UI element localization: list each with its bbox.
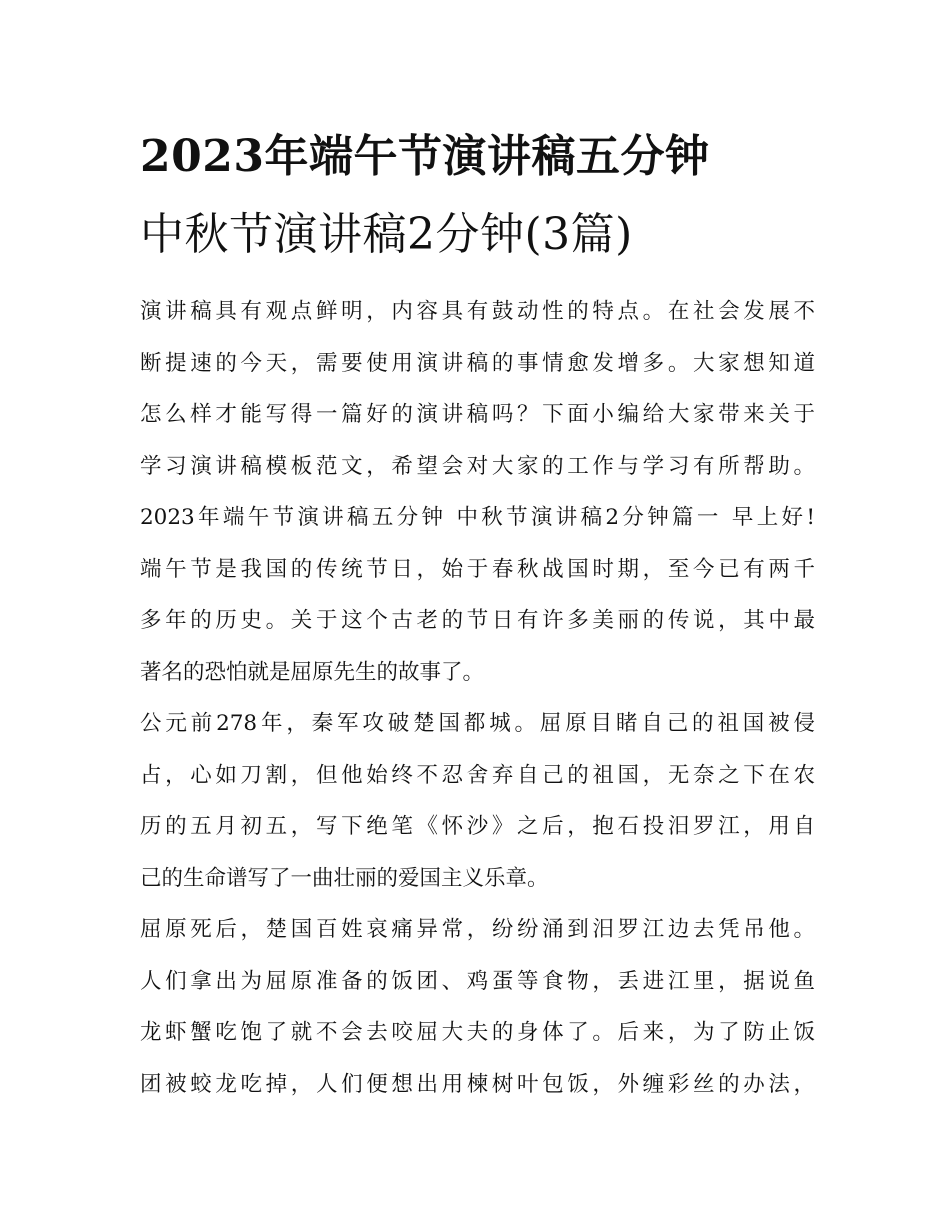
text-line: 怎么样才能写得一篇好的演讲稿吗？下面小编给大家带来关于 bbox=[140, 402, 815, 427]
document-body bbox=[140, 286, 815, 1110]
text-line: 端午节是我国的传统节日，始于春秋战国时期，至今已有两千 bbox=[140, 556, 815, 582]
text-line: 演讲稿具有观点鲜明，内容具有鼓动性的特点。在社会发展不 bbox=[140, 299, 815, 324]
text-line: 屈原死后，楚国百姓哀痛异常，纷纷涌到汨罗江边去凭吊他。 bbox=[140, 917, 815, 942]
text-line: 历的五月初五，写下绝笔《怀沙》之后，抱石投汨罗江，用自 bbox=[140, 814, 815, 839]
text-line: 断提速的今天，需要使用演讲稿的事情愈发增多。大家想知道 bbox=[140, 350, 815, 376]
document-page bbox=[140, 118, 815, 1110]
text-line: 人们拿出为屈原准备的饭团、鸡蛋等食物，丢进江里，据说鱼 bbox=[140, 968, 815, 994]
text-line: 公元前278年，秦军攻破楚国都城。屈原目睹自己的祖国被侵 bbox=[140, 711, 815, 736]
text-line: 多年的历史。关于这个古老的节日有许多美丽的传说，其中最 bbox=[140, 608, 815, 633]
text-line: 团被蛟龙吃掉，人们便想出用楝树叶包饭，外缠彩丝的办法， bbox=[140, 1071, 815, 1097]
text-line: 学习演讲稿模板范文，希望会对大家的工作与学习有所帮助。 bbox=[140, 453, 815, 479]
document-title bbox=[140, 118, 815, 274]
title-line-1: 2023年端午节演讲稿五分钟 bbox=[140, 131, 710, 182]
text-line: 龙虾蟹吃饱了就不会去咬屈大夫的身体了。后来，为了防止饭 bbox=[140, 1020, 815, 1045]
title-line-2: 中秋节演讲稿2分钟(3篇) bbox=[140, 209, 633, 260]
text-line: 己的生命谱写了一曲壮丽的爱国主义乐章。 bbox=[140, 865, 549, 891]
text-line: 占，心如刀割，但他始终不忍舍弃自己的祖国，无奈之下在农 bbox=[140, 762, 815, 788]
text-line: 2023年端午节演讲稿五分钟 中秋节演讲稿2分钟篇一 早上好! bbox=[140, 505, 815, 530]
text-line: 著名的恐怕就是屈原先生的故事了。 bbox=[140, 659, 485, 685]
